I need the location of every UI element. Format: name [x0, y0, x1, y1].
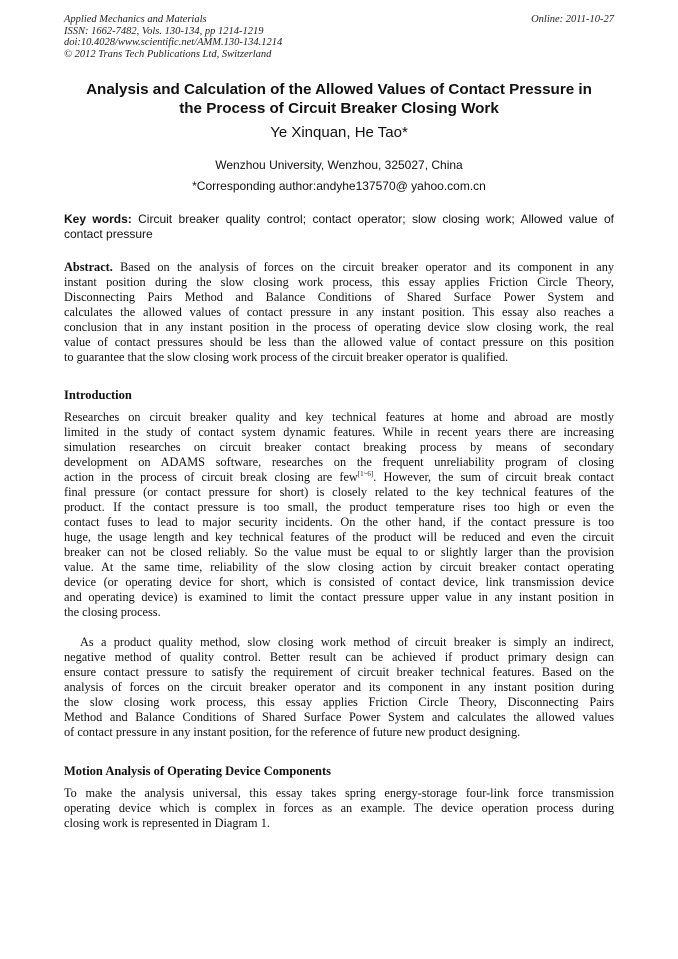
abstract-line: conclusion that in any instant position in the process of operating device slow closing work, the real [64, 320, 614, 334]
body-line: As a product quality method, slow closing work method of circuit breaker is simply an indirect, [80, 635, 614, 649]
section-heading-motion-analysis: Motion Analysis of Operating Device Components [64, 764, 332, 778]
body-line: value. At the same time, reliability of the slow closing action by circuit breaker contact operating [64, 560, 614, 574]
body-line: development on ADAMS software, researches on the frequent unreliability program of closing [64, 455, 614, 469]
body-line: the slow closing work process, this essay applies Friction Circle Theory, Disconnecting Pairs [64, 695, 614, 709]
body-line-with-citation [64, 470, 614, 485]
keywords-text: contact pressure [64, 227, 153, 241]
paper-title [50, 80, 628, 118]
abstract-label: Abstract. [64, 260, 113, 274]
authors: Ye Xinquan, He Tao* [270, 124, 408, 141]
keywords-label: Key words: [64, 212, 132, 226]
corresponding-author: *Corresponding author:andyhe137570@ yahoo.com.cn [192, 179, 486, 193]
abstract-line: instant position during the slow closing work process, this essay applies Friction Circle Theory, [64, 275, 614, 289]
abstract-line: Based on the analysis of forces on the circuit breaker operator and its component in any [112, 260, 614, 274]
body-line: ensure contact pressure to satisfy the requirement of circuit breaker technical features. Based on the [64, 665, 614, 679]
abstract-line: value of contact pressures should be less than the allowed value of contact pressure on this position [64, 335, 614, 349]
title-line: the Process of Circuit Breaker Closing Work [179, 100, 499, 117]
body-line: and operating device) is examined to limit the contact pressure upper value in any instant position in [64, 590, 614, 604]
copyright-line: © 2012 Trans Tech Publications Ltd, Switzerland [64, 48, 272, 60]
affiliation: Wenzhou University, Wenzhou, 325027, China [215, 158, 463, 172]
body-line: the closing process. [64, 605, 161, 619]
body-line: limited in the study of contact system dynamic features. While in recent years there are increasing [64, 425, 614, 439]
doi-line: doi:10.4028/www.scientific.net/AMM.130-134.1214 [64, 37, 283, 48]
body-line: breaker can not be closed reliably. So the value must be equal to or slightly larger than the provision [64, 545, 614, 559]
motion-analysis-paragraph [64, 786, 614, 831]
journal-name: Applied Mechanics and Materials [64, 14, 207, 25]
issn-line: ISSN: 1662-7482, Vols. 130-134, pp 1214-1219 [64, 25, 264, 37]
body-text: action in the process of circuit break closing are few [64, 470, 358, 484]
abstract-line: calculates the allowed values of contact pressure in any instant position. This essay also reaches a [64, 305, 614, 319]
body-line: simulation researches on circuit breaker contact breaking process by means of secondary [64, 440, 614, 454]
citation[interactable]: [1~6] [357, 470, 374, 478]
body-line: analysis of forces on the circuit breaker operator and its component in any instant position during [64, 680, 614, 694]
body-line: negative method of quality control. Better result can be achieved if product primary design can [64, 650, 614, 664]
introduction-paragraph-1 [64, 410, 614, 620]
body-line: closing work is represented in Diagram 1. [64, 816, 270, 830]
body-line: Method and Balance Conditions of Shared Surface Power System and calculates the allowed values [64, 710, 614, 724]
body-line: device (or operating device for short, which is consisted of contact device, link transmission device [64, 575, 614, 589]
abstract-line: Disconnecting Pairs Method and Balance Conditions of Shared Surface Power System and [64, 290, 614, 304]
body-line: To make the analysis universal, this essay takes spring energy-storage four-link force transmission [64, 786, 614, 800]
body-line: product. If the contact pressure is too small, the product temperature rises too high or even the [64, 500, 614, 514]
keywords-text: Circuit breaker quality control; contact operator; slow closing work; Allowed value of [131, 212, 614, 226]
introduction-paragraph-2 [64, 635, 614, 740]
abstract-line: to guarantee that the slow closing work process of the circuit breaker operator is qualified. [64, 350, 509, 364]
online-date: Online: 2011-10-27 [531, 14, 614, 25]
title-line: Analysis and Calculation of the Allowed Values of Contact Pressure in [86, 81, 592, 98]
section-heading-introduction: Introduction [64, 388, 132, 402]
body-line: Researches on circuit breaker quality and key technical features at home and abroad are mostly [64, 410, 614, 424]
body-line: operating device which is complex in forces as an example. The device operation process during [64, 801, 614, 815]
keywords [64, 212, 614, 242]
body-line: huge, the usage length and key technical features of the product will be reduced and even the circuit [64, 530, 614, 544]
body-line: final pressure (or contact pressure for short) is closely related to the key technical features of the [64, 485, 614, 499]
body-line: of contact pressure in any instant position, for the reference of future new product designing. [64, 725, 521, 739]
abstract [64, 260, 614, 365]
body-text: . However, the sum of circuit break contact [373, 470, 615, 484]
body-line: contact fuses to lead to major security incidents. On the other hand, if the contact pressure is too [64, 515, 614, 529]
journal-header [64, 14, 282, 60]
